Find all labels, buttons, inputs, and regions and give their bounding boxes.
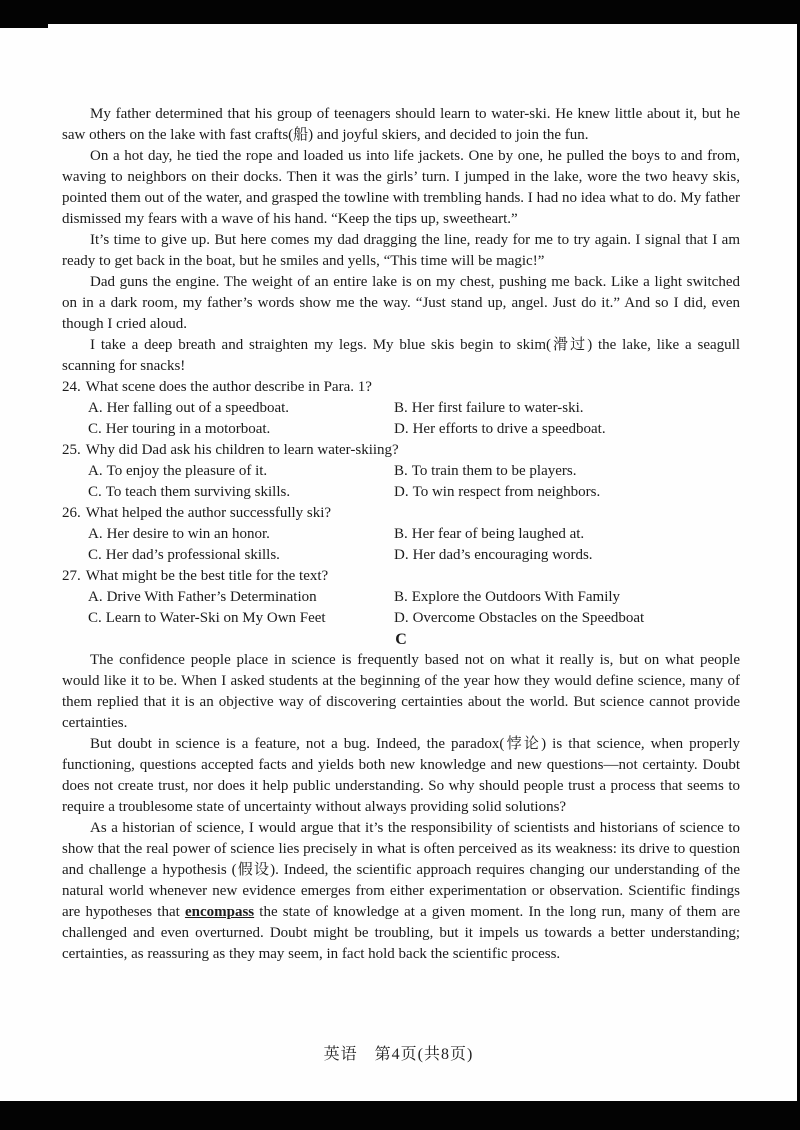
page-footer: 英语 第4页(共8页) — [323, 1046, 474, 1063]
option-24-d-label: D. — [394, 421, 409, 437]
exam-content — [62, 104, 740, 965]
option-26-c — [88, 545, 394, 566]
option-26-b-label: B. — [394, 526, 408, 542]
underlined-word-encompass: encompass — [184, 904, 255, 920]
question-24-number: 24. — [62, 379, 81, 395]
option-27-a-text: Drive With Father’s Determination — [106, 589, 317, 605]
section-c-paragraph-1: The confidence people place in science is frequently based not on what it really is, but on what people would like it to be. When I asked students at the beginning of the year how they would define science, many of them replied that it is an objective way of discovering certainties about the world. But science cannot provide certainties. — [62, 652, 740, 731]
section-c-paragraph-3-before: As a historian of science, I would argue that it’s the responsibility of scientists and historians of science to show that the real power of science lies precisely in what is often perceived as its weakness: its drive to question and challenge a hypothesis (假设). Indeed, the scientific approach requires changing our understanding of the natural world whenever new evidence emerges from either experimentation or observation. Scientific findings are hypotheses that — [62, 820, 740, 920]
question-24-options-row-2 — [62, 419, 740, 440]
option-25-c-label: C. — [88, 484, 102, 500]
question-27-stem — [62, 566, 740, 587]
question-27-number: 27. — [62, 568, 81, 584]
option-24-b-text: Her first failure to water-ski. — [411, 400, 584, 416]
option-25-a-text: To enjoy the pleasure of it. — [106, 463, 268, 479]
option-25-c — [88, 482, 394, 503]
option-26-b — [394, 524, 740, 545]
option-26-b-text: Her fear of being laughed at. — [411, 526, 585, 542]
option-27-a-label: A. — [88, 589, 103, 605]
passage-b-paragraph-1: My father determined that his group of teenagers should learn to water-ski. He knew little about it, but he saw others on the lake with fast crafts(船) and joyful skiers, and decided to join the fun. — [62, 106, 740, 143]
option-25-d-label: D. — [394, 484, 409, 500]
option-27-b — [394, 587, 740, 608]
option-25-d-text: To win respect from neighbors. — [412, 484, 601, 500]
option-26-c-text: Her dad’s professional skills. — [105, 547, 280, 563]
question-25-number: 25. — [62, 442, 81, 458]
question-25-text: Why did Dad ask his children to learn water-skiing? — [85, 442, 399, 458]
question-26-options-row-2 — [62, 545, 740, 566]
option-25-b — [394, 461, 740, 482]
option-27-b-label: B. — [394, 589, 408, 605]
scan-border-bottom — [0, 1101, 800, 1130]
option-26-a-text: Her desire to win an honor. — [106, 526, 270, 542]
question-24-text: What scene does the author describe in Para. 1? — [85, 379, 372, 395]
option-27-d-label: D. — [394, 610, 409, 626]
question-25-options-row-2 — [62, 482, 740, 503]
question-26 — [62, 503, 740, 566]
question-27-text: What might be the best title for the text? — [85, 568, 329, 584]
question-26-options-row-1 — [62, 524, 740, 545]
option-27-d-text: Overcome Obstacles on the Speedboat — [412, 610, 645, 626]
option-24-c-label: C. — [88, 421, 102, 437]
question-24-options-row-1 — [62, 398, 740, 419]
option-25-b-label: B. — [394, 463, 408, 479]
section-c-paragraph-2: But doubt in science is a feature, not a bug. Indeed, the paradox(悖论) is that science, when properly functioning, questions accepted facts and yields both new knowledge and new questions—not certainty. Doubt does not create trust, nor does it help public understanding. So why should people trust a process that seems to require a troublesome state of uncertainty without always providing solid solutions? — [62, 736, 740, 815]
option-25-c-text: To teach them surviving skills. — [105, 484, 291, 500]
option-27-c-label: C. — [88, 610, 102, 626]
option-24-b-label: B. — [394, 400, 408, 416]
passage-b-paragraph-5: I take a deep breath and straighten my legs. My blue skis begin to skim(滑过) the lake, like a seagull scanning for snacks! — [62, 337, 740, 374]
question-26-number: 26. — [62, 505, 81, 521]
section-c-paragraph-3 — [62, 818, 740, 965]
question-27-options-row-1 — [62, 587, 740, 608]
option-27-c — [88, 608, 394, 629]
question-27 — [62, 566, 740, 629]
option-25-d — [394, 482, 740, 503]
question-26-text: What helped the author successfully ski? — [85, 505, 332, 521]
question-26-stem — [62, 503, 740, 524]
option-27-d — [394, 608, 740, 629]
option-26-c-label: C. — [88, 547, 102, 563]
option-26-a-label: A. — [88, 526, 103, 542]
option-26-a — [88, 524, 394, 545]
option-24-b — [394, 398, 740, 419]
option-26-d — [394, 545, 740, 566]
option-25-a — [88, 461, 394, 482]
option-24-d-text: Her efforts to drive a speedboat. — [412, 421, 606, 437]
question-25-options-row-1 — [62, 461, 740, 482]
option-25-a-label: A. — [88, 463, 103, 479]
passage-b-paragraph-2: On a hot day, he tied the rope and loaded us into life jackets. One by one, he pulled the boys to and from, waving to neighbors on their docks. Then it was the girls’ turn. I jumped in the lake, wore the two heavy skis, pointed them out of the water, and grasped the towline with trembling hands. I had no idea what to do. My father dismissed my fears with a wave of his hand. “Keep the tips up, sweetheart.” — [62, 148, 740, 227]
section-c-header: C — [395, 631, 407, 648]
question-25-stem — [62, 440, 740, 461]
option-24-c — [88, 419, 394, 440]
option-26-d-text: Her dad’s encouraging words. — [412, 547, 593, 563]
scan-border-notch — [0, 0, 48, 28]
option-24-d — [394, 419, 740, 440]
option-24-a — [88, 398, 394, 419]
passage-b-paragraph-4: Dad guns the engine. The weight of an entire lake is on my chest, pushing me back. Like a light switched on in a dark room, my father’s words show me the way. “Just stand up, angel. Just do it.” And so I did, even though I cried aloud. — [62, 274, 740, 332]
option-25-b-text: To train them to be players. — [411, 463, 577, 479]
option-26-d-label: D. — [394, 547, 409, 563]
section-c-paragraph-3-after: the state of knowledge at a given moment. In the long run, many of them are challenged and even overturned. Doubt might be troubling, but it impels us towards a better understanding; certainties, as reassuring as they may seem, in fact hold back the scientific process. — [62, 904, 740, 962]
option-27-c-text: Learn to Water-Ski on My Own Feet — [105, 610, 326, 626]
question-24-stem — [62, 377, 740, 398]
passage-b-paragraph-3: It’s time to give up. But here comes my dad dragging the line, ready for me to try again. I signal that I am ready to get back in the boat, but he smiles and yells, “This time will be magic!” — [62, 232, 740, 269]
option-27-a — [88, 587, 394, 608]
option-24-c-text: Her touring in a motorboat. — [105, 421, 271, 437]
question-25 — [62, 440, 740, 503]
option-24-a-label: A. — [88, 400, 103, 416]
option-24-a-text: Her falling out of a speedboat. — [106, 400, 290, 416]
question-24 — [62, 377, 740, 440]
scan-border-top — [0, 0, 800, 24]
question-27-options-row-2 — [62, 608, 740, 629]
option-27-b-text: Explore the Outdoors With Family — [411, 589, 621, 605]
